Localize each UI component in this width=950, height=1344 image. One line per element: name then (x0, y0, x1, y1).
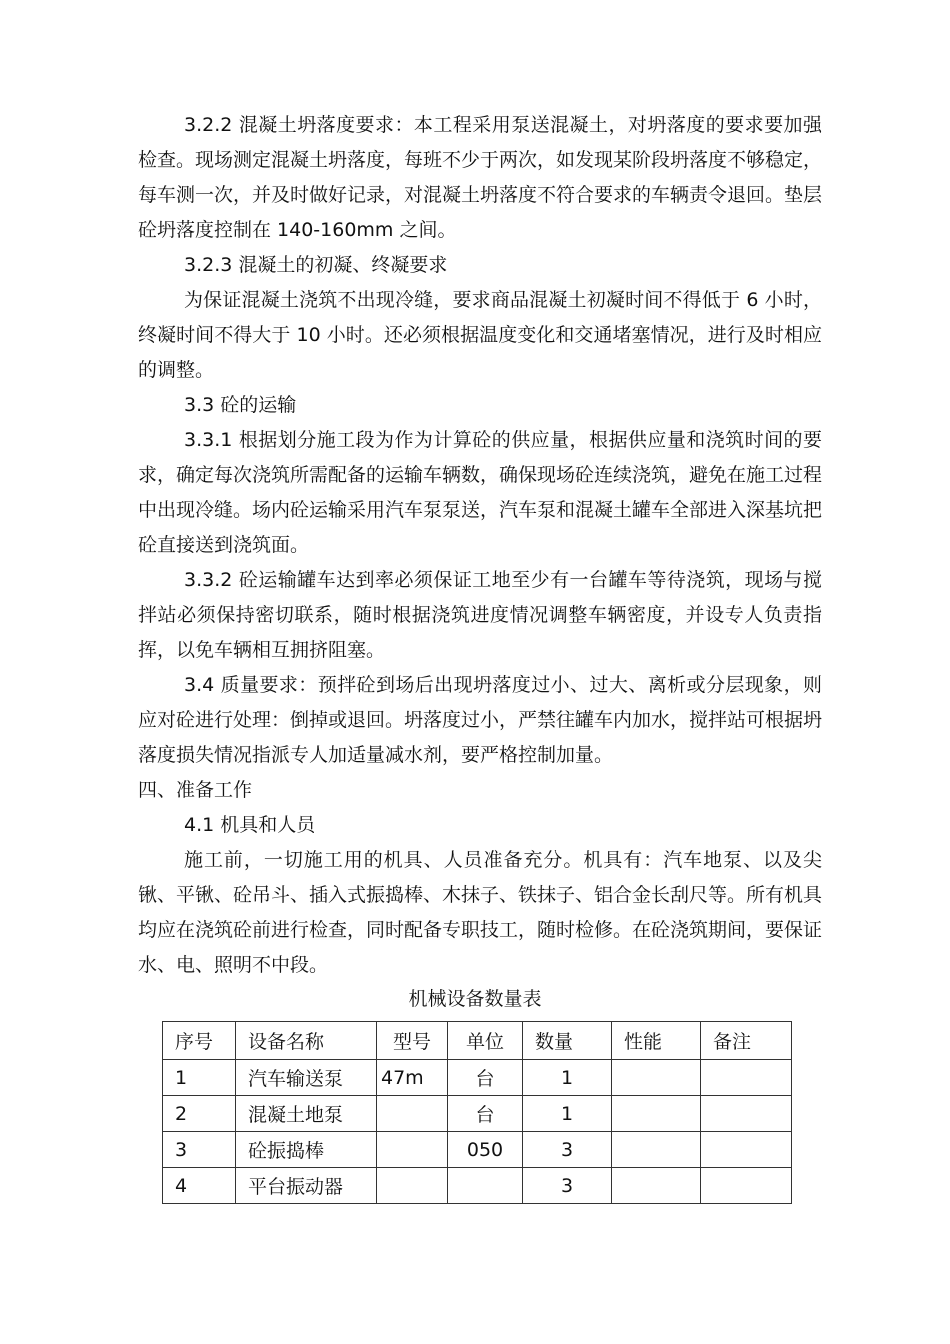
cell-quantity: 1 (523, 1060, 612, 1096)
equipment-table (162, 1021, 792, 1204)
header-performance: 性能 (612, 1022, 701, 1060)
cell-unit: 台 (448, 1096, 523, 1132)
cell-equipment-name: 汽车输送泵 (236, 1060, 377, 1096)
heading-section-4: 四、准备工作 (138, 779, 253, 801)
cell-model (377, 1096, 448, 1132)
cell-remarks (701, 1132, 792, 1168)
cell-index: 1 (163, 1060, 236, 1096)
cell-remarks (701, 1168, 792, 1204)
header-quantity: 数量 (523, 1022, 612, 1060)
table-row (163, 1096, 792, 1132)
cell-model (377, 1132, 448, 1168)
paragraph-3-2-3: 为保证混凝土浇筑不出现冷缝，要求商品混凝土初凝时间不得低于 6 小时，终凝时间不得大于 10 小时。还必须根据温度变化和交通堵塞情况，进行及时相应的调整。 (138, 289, 822, 381)
table-title: 机械设备数量表 (408, 988, 542, 1010)
cell-quantity: 3 (523, 1132, 612, 1168)
table-row (163, 1168, 792, 1204)
paragraph-4-1: 施工前，一切施工用的机具、人员准备充分。机具有：汽车地泵、以及尖锹、平锹、砼吊斗、插入式振捣棒、木抹子、铁抹子、铝合金长刮尺等。所有机具均应在浇筑砼前进行检查，同时配备专职技工，随时检修。在砼浇筑期间，要保证水、电、照明不中段。 (138, 849, 823, 976)
cell-unit: 050 (448, 1132, 523, 1168)
heading-3-2-3: 3.2.3 混凝土的初凝、终凝要求 (184, 254, 448, 276)
heading-3-3: 3.3 砼的运输 (184, 394, 297, 416)
table-row (163, 1060, 792, 1096)
header-unit: 单位 (448, 1022, 523, 1060)
cell-remarks (701, 1096, 792, 1132)
paragraph-3-3-2: 3.3.2 砼运输罐车达到率必须保证工地至少有一台罐车等待浇筑，现场与搅拌站必须保持密切联系，随时根据浇筑进度情况调整车辆密度，并设专人负责指挥，以免车辆相互拥挤阻塞。 (138, 569, 822, 661)
table-row (163, 1132, 792, 1168)
header-remarks: 备注 (701, 1022, 792, 1060)
paragraph-3-4: 3.4 质量要求：预拌砼到场后出现坍落度过小、过大、离析或分层现象，则应对砼进行处理：倒掉或退回。坍落度过小，严禁往罐车内加水，搅拌站可根据坍落度损失情况指派专人加适量减水剂，要严格控制加量。 (138, 674, 823, 766)
cell-performance (612, 1096, 701, 1132)
cell-quantity: 1 (523, 1096, 612, 1132)
cell-equipment-name: 平台振动器 (236, 1168, 377, 1204)
cell-index: 4 (163, 1168, 236, 1204)
cell-model: 47m (377, 1060, 448, 1096)
cell-equipment-name: 混凝土地泵 (236, 1096, 377, 1132)
cell-quantity: 3 (523, 1168, 612, 1204)
paragraph-3-2-2: 3.2.2 混凝土坍落度要求：本工程采用泵送混凝土，对坍落度的要求要加强检查。现场测定混凝土坍落度，每班不少于两次，如发现某阶段坍落度不够稳定，每车测一次，并及时做好记录，对混凝土坍落度不符合要求的车辆责令退回。垫层砼坍落度控制在 140-160mm 之间。 (138, 114, 823, 241)
cell-index: 2 (163, 1096, 236, 1132)
paragraph-3-3-1: 3.3.1 根据划分施工段为作为计算砼的供应量，根据供应量和浇筑时间的要求，确定每次浇筑所需配备的运输车辆数，确保现场砼连续浇筑，避免在施工过程中出现冷缝。场内砼运输采用汽车泵泵送，汽车泵和混凝土罐车全部进入深基坑把砼直接送到浇筑面。 (138, 429, 823, 556)
cell-equipment-name: 砼振捣棒 (236, 1132, 377, 1168)
cell-performance (612, 1132, 701, 1168)
header-model: 型号 (377, 1022, 448, 1060)
cell-index: 3 (163, 1132, 236, 1168)
header-equipment-name: 设备名称 (236, 1022, 377, 1060)
cell-remarks (701, 1060, 792, 1096)
cell-performance (612, 1168, 701, 1204)
cell-unit (448, 1168, 523, 1204)
cell-performance (612, 1060, 701, 1096)
cell-model (377, 1168, 448, 1204)
table-header-row (163, 1022, 792, 1060)
heading-4-1: 4.1 机具和人员 (184, 814, 316, 836)
cell-unit: 台 (448, 1060, 523, 1096)
header-index: 序号 (163, 1022, 236, 1060)
